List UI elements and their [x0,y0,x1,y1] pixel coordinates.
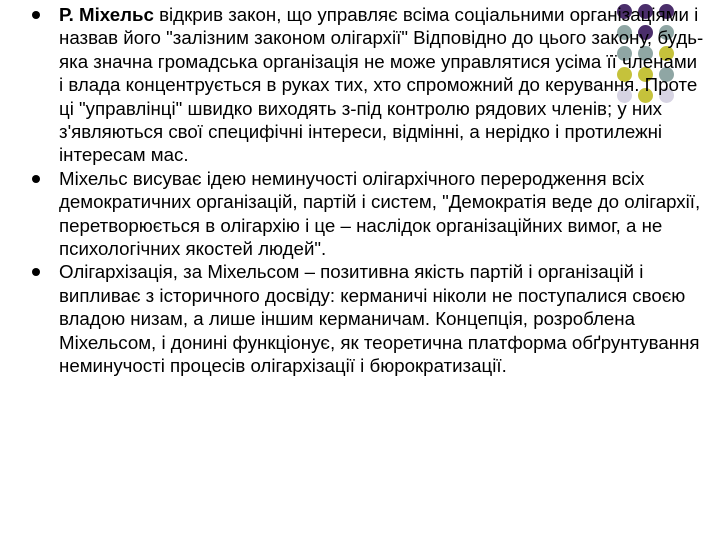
item-text: Міхельс висуває ідею неминучості олігархічного переродження всіх демократичних організацій, партій і систем, "Демократія веде до олігархії, перетворюється в олігархію і це – наслідок організаційних вимог, а не психологічних якостей людей". [59,167,701,260]
bullet-icon [32,11,40,19]
list-item [32,167,704,261]
bullet-icon [32,175,40,183]
item-lead: Р. Міхельс [59,4,154,25]
bullet-icon [32,268,40,276]
bullet-list [32,3,704,378]
list-item [32,260,704,377]
list-item [32,3,704,167]
item-text: Олігархізація, за Міхельсом – позитивна якість партій і організацій і випливає з історичного досвіду: керманичі ніколи не поступалися своєю владою низам, а лише іншим керманичам. Концепція, розроблена Міхельсом, і донині функціонує, як теоретична платформа обґрунтування неминучості процесів олігархізації і бюрократизації. [59,261,700,377]
item-text: відкрив закон, що управляє всіма соціальними організаціями і назвав його "залізним законом олігархії" Відповідно до цього закону, будь-яка значна громадська організація не може управлятися усіма її членами і влада концентрується в руках тих, хто спроможний до керування. Проте ці "управлінці" швидко виходять з-під контролю рядових членів; у них з'являються свої специфічні інтереси, відмінні, а нерідко і протилежні інтересам мас. [59,4,704,166]
